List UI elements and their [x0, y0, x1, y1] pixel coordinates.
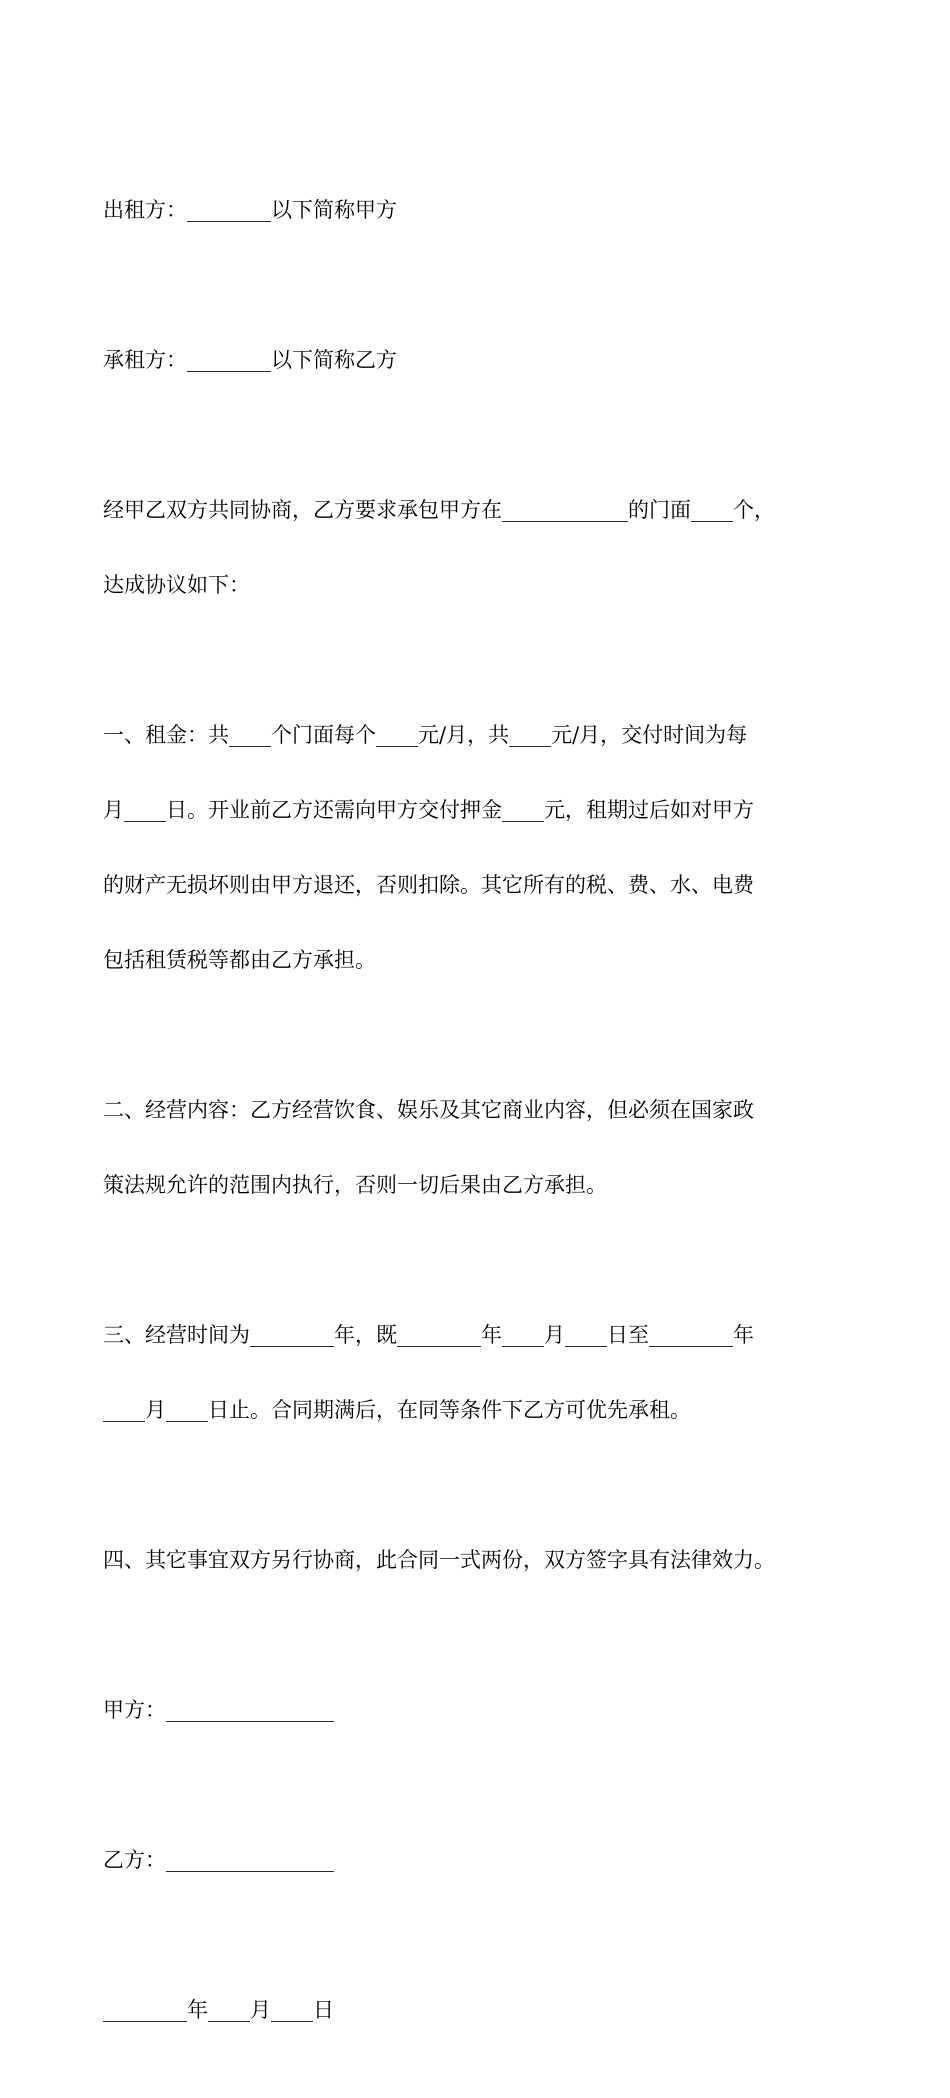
lessor-line: [103, 148, 853, 273]
clause-term-line-1: 三、经营时间为________年，既________年____月____日至________年: [103, 1323, 754, 1347]
clause-other: [103, 1498, 853, 1623]
signing-date-text: ________年____月____日: [103, 1998, 334, 2022]
clause-term-line-2: ____月____日止。合同期满后，在同等条件下乙方可优先承租。: [103, 1398, 691, 1422]
signing-date: [103, 1948, 853, 2073]
lessee-line: [103, 298, 853, 423]
clause-rent: [103, 673, 853, 1023]
clause-term: [103, 1273, 853, 1473]
party-a-signature: [103, 1648, 853, 1773]
clause-rent-line-3: 的财产无损坏则由甲方退还，否则扣除。其它所有的税、费、水、电费: [103, 873, 754, 897]
party-b-signature: [103, 1798, 853, 1923]
intro-paragraph: [103, 448, 853, 648]
party-b-signature-text: 乙方：________________: [103, 1848, 334, 1872]
contract-body: [103, 148, 853, 2098]
clause-rent-line-1: 一、租金：共____个门面每个____元/月，共____元/月，交付时间为每: [103, 723, 748, 747]
clause-rent-line-4: 包括租赁税等都由乙方承担。: [103, 948, 376, 972]
intro-line-1: 经甲乙双方共同协商，乙方要求承包甲方在____________的门面____个，: [103, 498, 775, 522]
clause-other-text: 四、其它事宜双方另行协商，此合同一式两份，双方签字具有法律效力。: [103, 1548, 775, 1572]
clause-business-line-2: 策法规允许的范围内执行，否则一切后果由乙方承担。: [103, 1173, 607, 1197]
intro-line-2: 达成协议如下：: [103, 573, 250, 597]
lessor-text: 出租方：________以下简称甲方: [103, 198, 397, 222]
party-a-signature-text: 甲方：________________: [103, 1698, 334, 1722]
clause-rent-line-2: 月____日。开业前乙方还需向甲方交付押金____元，租期过后如对甲方: [103, 798, 754, 822]
lessee-text: 承租方：________以下简称乙方: [103, 348, 397, 372]
clause-business-line-1: 二、经营内容：乙方经营饮食、娱乐及其它商业内容，但必须在国家政: [103, 1098, 754, 1122]
clause-business-scope: [103, 1048, 853, 1248]
